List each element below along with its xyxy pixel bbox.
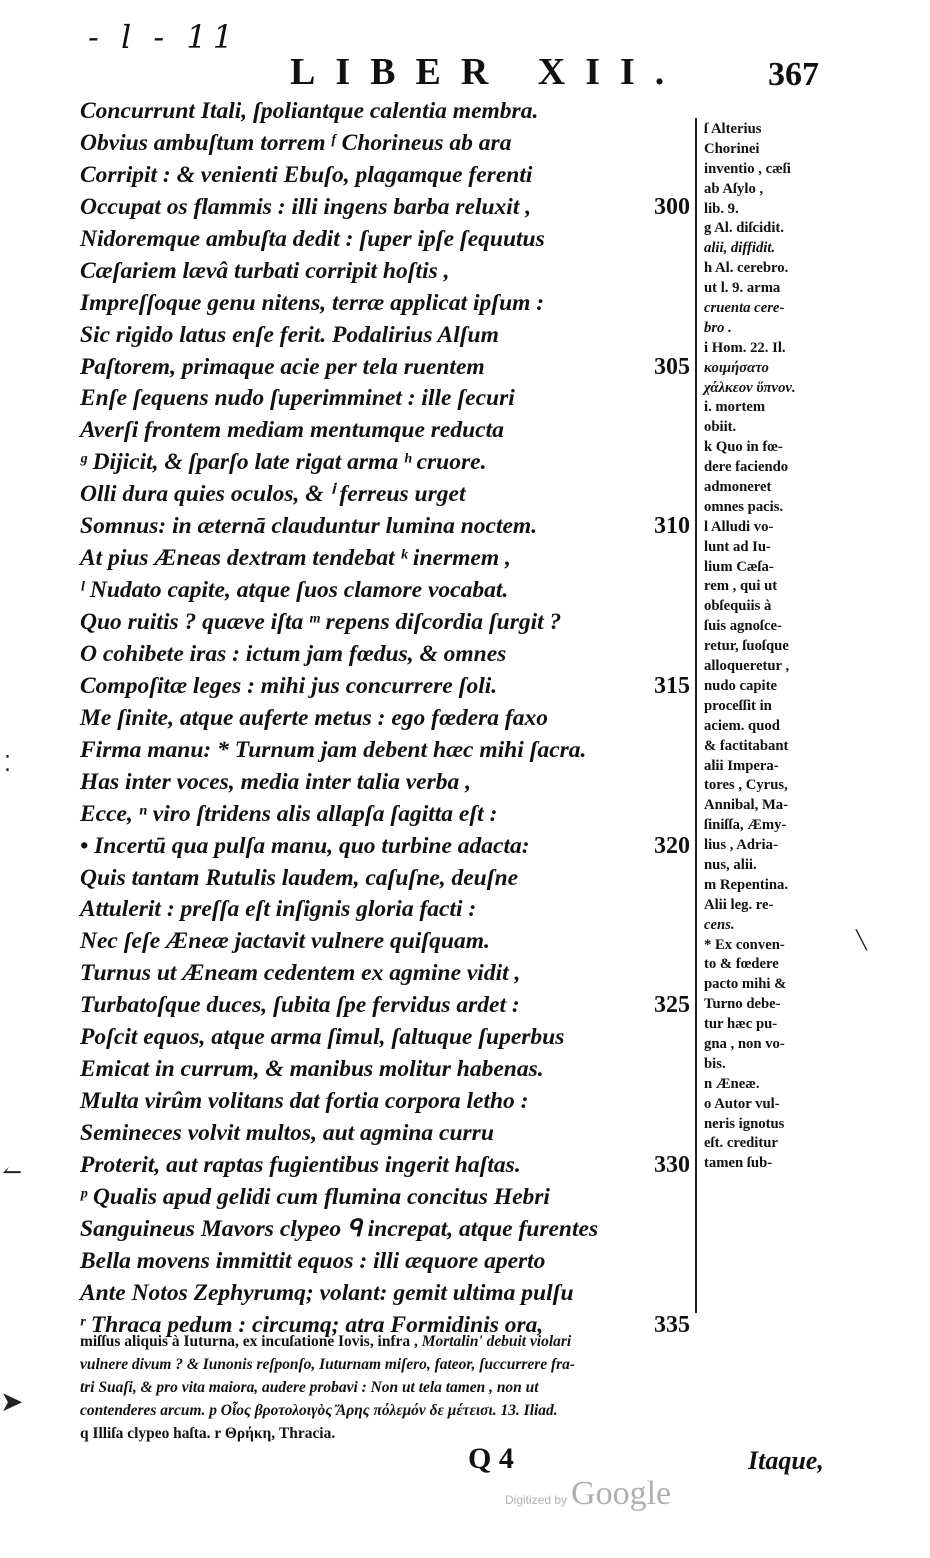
verse-line bbox=[80, 479, 690, 511]
verse-line bbox=[80, 1278, 690, 1310]
margin-note-line: m Repentina. bbox=[704, 876, 789, 893]
margin-note-line: Alii leg. re- bbox=[704, 896, 774, 913]
margin-note-line: Turno debe- bbox=[704, 996, 781, 1013]
verse-text: Ecce, ⁿ viro ſtridens alis allapſa ſagitta eſt : bbox=[80, 800, 498, 827]
margin-note-line: bro . bbox=[704, 319, 732, 336]
line-number: 325 bbox=[654, 992, 690, 1019]
verse-text: Bella movens immittit equos : illi æquore aperto bbox=[80, 1247, 546, 1274]
verse-line bbox=[80, 1150, 690, 1182]
verse-line bbox=[80, 703, 690, 735]
line-number: 320 bbox=[654, 832, 690, 859]
footnote-roman: q Illiſa clypeo haſta. r Θρήκη, Thracia. bbox=[80, 1425, 336, 1442]
margin-note-line: nus, alii. bbox=[704, 856, 757, 873]
verse-line bbox=[80, 511, 690, 543]
footnotes bbox=[80, 1330, 840, 1445]
verse-line bbox=[80, 767, 690, 799]
margin-note-line: i. mortem bbox=[704, 399, 766, 416]
footnote-line bbox=[80, 1422, 838, 1445]
verse-line bbox=[80, 575, 690, 607]
margin-note-line: neris ignotus bbox=[704, 1115, 785, 1132]
margin-note-line: lunt ad Iu- bbox=[704, 538, 771, 555]
margin-note-line: omnes pacis. bbox=[704, 498, 784, 515]
verse-text: Turbatoſque duces, ſubita ſpe fervidus ardet : bbox=[80, 992, 520, 1019]
verse-text: Proterit, aut raptas fugientibus ingerit haſtas. bbox=[80, 1151, 521, 1178]
verse-text: Nidoremque ambuſta dedit : ſuper ipſe ſequutus bbox=[80, 225, 545, 252]
margin-note-line: admoneret bbox=[704, 479, 772, 496]
footnote-line bbox=[80, 1330, 838, 1353]
margin-note-line: proceſſit in bbox=[704, 697, 772, 714]
verse-line bbox=[80, 1054, 690, 1086]
margin-note-line: κοιμήσατο bbox=[704, 359, 769, 376]
scan-edge-mark-icon: ➤ bbox=[0, 1385, 24, 1418]
verse-line bbox=[80, 543, 690, 575]
margin-note-line: lib. 9. bbox=[704, 200, 739, 217]
verse-line bbox=[80, 415, 690, 447]
verse-line bbox=[80, 990, 690, 1022]
margin-note-line: alii, diffidit. bbox=[704, 240, 776, 257]
margin-note-line: cruenta cere- bbox=[704, 300, 785, 317]
margin-note-line: ſiniſſa, Æmy- bbox=[704, 817, 787, 834]
margin-note-line: alii Impera- bbox=[704, 757, 779, 774]
verse-text: Poſcit equos, atque arma ſimul, ſaltuque ſuperbus bbox=[80, 1024, 565, 1051]
verse-line bbox=[80, 926, 690, 958]
margin-note-line: ut l. 9. arma bbox=[704, 280, 781, 297]
footnote-italic: tri Suaſi, & pro vita maiora, audere probavi : Non ut tela tamen , non ut bbox=[80, 1379, 539, 1396]
verse-text: Me ſinite, atque auferte metus : ego fœdera faxo bbox=[80, 704, 548, 731]
verse-line bbox=[80, 447, 690, 479]
margin-note-line: n Æneæ. bbox=[704, 1075, 760, 1092]
verse-line bbox=[80, 192, 690, 224]
verse-text: Enſe ſequens nudo ſuperimminet : ille ſecuri bbox=[80, 385, 515, 412]
margin-note-line: bis. bbox=[704, 1055, 726, 1072]
verse-line bbox=[80, 160, 690, 192]
margin-note-line: χάλκεον ὕπνον. bbox=[704, 379, 796, 396]
margin-note-line: dere faciendo bbox=[704, 459, 789, 476]
google-logo: Google bbox=[571, 1475, 672, 1512]
verse-line bbox=[80, 128, 690, 160]
footnote-line bbox=[80, 1376, 838, 1399]
verse-line bbox=[80, 1086, 690, 1118]
footnote-italic: vulnere divum ? & Iunonis reſponſo, Iuturnam miſero, fateor, ſuccurrere fra- bbox=[80, 1356, 575, 1373]
catchword: Itaque, bbox=[748, 1446, 824, 1475]
verse-text: ʳ Thraca pedum : circumq; atra Formidinis ora, bbox=[80, 1311, 544, 1338]
verse-line bbox=[80, 735, 690, 767]
scan-edge-mark-icon: ⁚ bbox=[4, 752, 11, 777]
margin-note-line: ſuis agnoſce- bbox=[704, 618, 782, 635]
line-number: 330 bbox=[654, 1151, 690, 1178]
margin-note-line: h Al. cerebro. bbox=[704, 260, 789, 277]
signature-mark: Q 4 bbox=[468, 1442, 514, 1475]
margin-note-line: & factitabant bbox=[704, 737, 789, 754]
verse-text: ᵍ Dijicit, & ſparſo late rigat arma ʰ cruore. bbox=[80, 449, 487, 476]
margin-note-line: g Al. diſcidit. bbox=[704, 220, 784, 237]
verse-line bbox=[80, 607, 690, 639]
verse-text: Emicat in currum, & manibus molitur habenas. bbox=[80, 1056, 544, 1083]
verse-text: Olli dura quies oculos, & ⁱ ferreus urget bbox=[80, 481, 466, 508]
verse-text: Nec ſeſe Æneæ jactavit vulnere quiſquam. bbox=[80, 928, 490, 955]
verse-text: ˡ Nudato capite, atque ſuos clamore vocabat. bbox=[80, 577, 509, 604]
verse-line bbox=[80, 288, 690, 320]
verse-line bbox=[80, 639, 690, 671]
verse-line bbox=[80, 383, 690, 415]
verse-text: At pius Æneas dextram tendebat ᵏ inermem , bbox=[80, 545, 511, 572]
margin-notes bbox=[704, 120, 849, 1174]
margin-note-line: pacto mihi & bbox=[704, 976, 787, 993]
verse-text: Firma manu: * Turnum jam debent hæc mihi ſacra. bbox=[80, 736, 587, 763]
footnote-italic: Mortalin' debuit violari bbox=[421, 1333, 572, 1350]
verse-text: Sic rigido latus enſe ferit. Podalirius Alſum bbox=[80, 321, 499, 348]
verse-text: Quis tantam Rutulis laudem, caſuſne, deuſne bbox=[80, 864, 519, 891]
verse-line bbox=[80, 224, 690, 256]
line-number: 335 bbox=[654, 1311, 690, 1338]
margin-note-line: obſequiis à bbox=[704, 598, 772, 615]
verse-text: Sanguineus Mavors clypeo ᑫ increpat, atque furentes bbox=[80, 1215, 599, 1242]
verse-text: Cæſariem lævâ turbati corripit hoſtis , bbox=[80, 257, 450, 284]
verse-line bbox=[80, 894, 690, 926]
margin-note-line: lium Cæſa- bbox=[704, 558, 774, 575]
margin-note-line: obiit. bbox=[704, 419, 737, 436]
verse-line bbox=[80, 863, 690, 895]
verse-text: Averſi frontem mediam mentumque reducta bbox=[80, 417, 504, 444]
verse-line bbox=[80, 256, 690, 288]
footnote-line bbox=[80, 1399, 838, 1422]
verse-text: Multa virûm volitans dat fortia corpora letho : bbox=[80, 1088, 529, 1115]
margin-note-line: l Alludi vo- bbox=[704, 518, 774, 535]
line-number: 300 bbox=[654, 193, 690, 220]
margin-note-line: ab Aſylo , bbox=[704, 180, 764, 197]
verse-text: Corripit : & venienti Ebuſo, plagamque ferenti bbox=[80, 161, 533, 188]
verse-line bbox=[80, 1022, 690, 1054]
page-number: 367 bbox=[768, 56, 819, 93]
line-number: 305 bbox=[654, 353, 690, 380]
verse-text: ᵖ Qualis apud gelidi cum flumina concitus Hebri bbox=[80, 1183, 550, 1210]
verse-text: O cohibete iras : ictum jam fœdus, & omnes bbox=[80, 640, 507, 667]
verse-text: Ante Notos Zephyrumq; volant: gemit ultima pulſu bbox=[80, 1279, 574, 1306]
verse-text: Turnus ut Æneam cedentem ex agmine vidit , bbox=[80, 960, 521, 987]
line-number: 310 bbox=[654, 513, 690, 540]
verse-line bbox=[80, 96, 690, 128]
verse-line bbox=[80, 799, 690, 831]
footnote-line bbox=[80, 1353, 838, 1376]
verse-line bbox=[80, 320, 690, 352]
pen-marks: - l - 11 bbox=[88, 18, 240, 56]
verse-text: Impreſſoque genu nitens, terræ applicat ipſum : bbox=[80, 289, 545, 316]
margin-note-line: to & fœdere bbox=[704, 956, 779, 973]
footnote-roman: miſſus aliquis à Iuturna, ex incuſatione Iovis, infra , bbox=[80, 1333, 422, 1350]
scan-edge-mark-icon: ╲ bbox=[856, 930, 867, 951]
margin-note-line: rem , qui ut bbox=[704, 578, 778, 595]
margin-rule bbox=[695, 118, 697, 1313]
margin-note-line: o Autor vul- bbox=[704, 1095, 780, 1112]
verse-block bbox=[80, 96, 690, 1342]
margin-note-line: tamen ſub- bbox=[704, 1155, 773, 1172]
verse-text: Has inter voces, media inter talia verba , bbox=[80, 768, 471, 795]
margin-note-line: i Hom. 22. Il. bbox=[704, 339, 786, 356]
scan-edge-mark-icon: ↼ bbox=[2, 1158, 23, 1186]
margin-note-line: nudo capite bbox=[704, 677, 778, 694]
verse-text: Concurrunt Itali, ſpoliantque calentia membra. bbox=[80, 98, 539, 124]
margin-note-line: Annibal, Ma- bbox=[704, 797, 789, 814]
margin-note-line: * Ex conven- bbox=[704, 936, 785, 953]
verse-line bbox=[80, 671, 690, 703]
verse-text: Attulerit : preſſa eſt inſignis gloria facti : bbox=[80, 896, 477, 923]
verse-line bbox=[80, 1246, 690, 1278]
margin-note-line: aciem. quod bbox=[704, 717, 780, 734]
verse-line bbox=[80, 352, 690, 384]
verse-text: Paſtorem, primaque acie per tela ruentem bbox=[80, 353, 485, 380]
verse-line bbox=[80, 1182, 690, 1214]
margin-note-line: eſt. creditur bbox=[704, 1135, 778, 1152]
watermark-prefix: Digitized by bbox=[505, 1493, 568, 1507]
footnote-italic: contenderes arcum. p Οἷος βροτολοιγὸς Ἄρης πόλεμόν δε μέτεισι. 13. Iliad. bbox=[80, 1402, 558, 1419]
verse-line bbox=[80, 1214, 690, 1246]
verse-line bbox=[80, 831, 690, 863]
margin-note-line: tores , Cyrus, bbox=[704, 777, 788, 794]
margin-note-line: alloqueretur , bbox=[704, 658, 790, 675]
margin-note-line: tur hæc pu- bbox=[704, 1016, 778, 1033]
margin-note-line: lius , Adria- bbox=[704, 837, 778, 854]
verse-text: Semineces volvit multos, aut agmina curru bbox=[80, 1120, 494, 1146]
line-number: 315 bbox=[654, 672, 690, 699]
verse-text: Somnus: in æternā clauduntur lumina noctem. bbox=[80, 513, 538, 540]
verse-line bbox=[80, 958, 690, 990]
verse-line bbox=[80, 1118, 690, 1150]
margin-note-line: gna , non vo- bbox=[704, 1035, 785, 1052]
margin-note-line: inventio , cæſi bbox=[704, 160, 791, 177]
margin-note-line: ſ Alterius bbox=[704, 121, 762, 137]
digitized-watermark bbox=[505, 1475, 671, 1513]
margin-note-line: retur, ſuoſque bbox=[704, 638, 789, 655]
verse-text: • Incertū qua pulſa manu, quo turbine adacta: bbox=[80, 832, 530, 859]
verse-text: Obvius ambuſtum torrem ᶠ Chorineus ab ara bbox=[80, 129, 512, 156]
verse-text: Compoſitæ leges : mihi jus concurrere ſoli. bbox=[80, 672, 498, 699]
margin-note-line: cens. bbox=[704, 916, 735, 933]
margin-note-line: Chorinei bbox=[704, 140, 760, 157]
verse-text: Quo ruitis ? quæve iſta ᵐ repens diſcordia ſurgit ? bbox=[80, 609, 562, 635]
running-head: LIBER XII. bbox=[290, 51, 685, 93]
verse-text: Occupat os flammis : illi ingens barba reluxit , bbox=[80, 193, 532, 220]
margin-note-line: k Quo in fœ- bbox=[704, 439, 783, 456]
